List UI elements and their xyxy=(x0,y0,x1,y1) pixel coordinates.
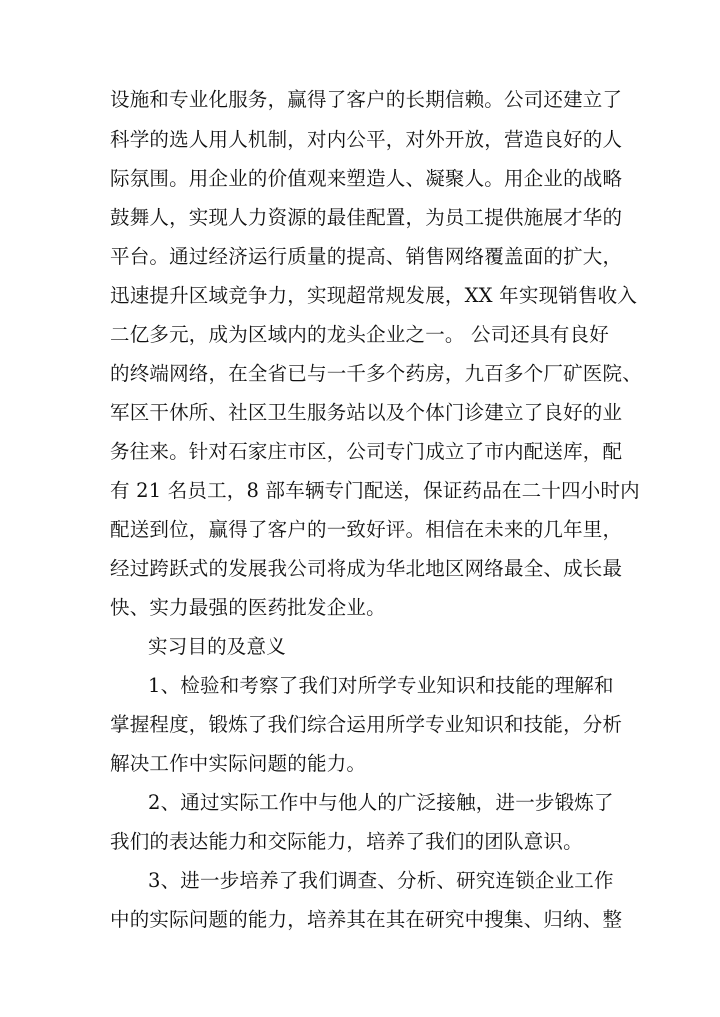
body-text-line: 二亿多元，成为区域内的龙头企业之一。 公司还具有良好 xyxy=(110,323,609,346)
body-text-line: 快、实力最强的医药批发企业。 xyxy=(110,596,386,619)
section-heading: 实习目的及意义 xyxy=(148,635,286,658)
body-text-line: 设施和专业化服务，赢得了客户的长期信赖。公司还建立了 xyxy=(110,88,623,111)
list-item-text-line: 我们的表达能力和交际能力，培养了我们的团队意识。 xyxy=(110,830,583,853)
list-item-text-line: 掌握程度，锻炼了我们综合运用所学专业知识和技能，分析 xyxy=(110,713,623,736)
body-text-line: 经过跨跃式的发展我公司将成为华北地区网络最全、成长最 xyxy=(110,557,623,580)
body-text-line: 平台。通过经济运行质量的提高、销售网络覆盖面的扩大， xyxy=(110,245,623,268)
body-text-line: 际氛围。用企业的价值观来塑造人、凝聚人。用企业的战略 xyxy=(110,167,623,190)
body-text-line: 科学的选人用人机制，对内公平，对外开放，营造良好的人 xyxy=(110,128,623,151)
body-text-line: 迅速提升区域竞争力，实现超常规发展，XX 年实现销售收入 xyxy=(110,284,638,307)
body-text-line: 务往来。针对石家庄市区，公司专门成立了市内配送库，配 xyxy=(110,440,623,463)
body-text-line: 鼓舞人，实现人力资源的最佳配置，为员工提供施展才华的 xyxy=(110,206,623,229)
body-text-line: 的终端网络，在全省已与一千多个药房，九百多个厂矿医院、 xyxy=(110,362,642,385)
body-text-line: 军区干休所、社区卫生服务站以及个体门诊建立了良好的业 xyxy=(110,401,623,424)
list-item-text-line: 解决工作中实际问题的能力。 xyxy=(110,752,367,775)
list-item-text-line: 1、检验和考察了我们对所学专业知识和技能的理解和 xyxy=(148,674,614,697)
list-item-text-line: 中的实际问题的能力，培养其在其在研究中搜集、归纳、整 xyxy=(110,908,623,931)
list-item-text-line: 2、通过实际工作中与他人的广泛接触，进一步锻炼了 xyxy=(148,791,614,814)
body-text-line: 配送到位，赢得了客户的一致好评。相信在未来的几年里， xyxy=(110,518,623,541)
list-item-text-line: 3、进一步培养了我们调查、分析、研究连锁企业工作 xyxy=(148,869,614,892)
body-text-line: 有 21 名员工，8 部车辆专门配送，保证药品在二十四小时内 xyxy=(110,479,640,502)
